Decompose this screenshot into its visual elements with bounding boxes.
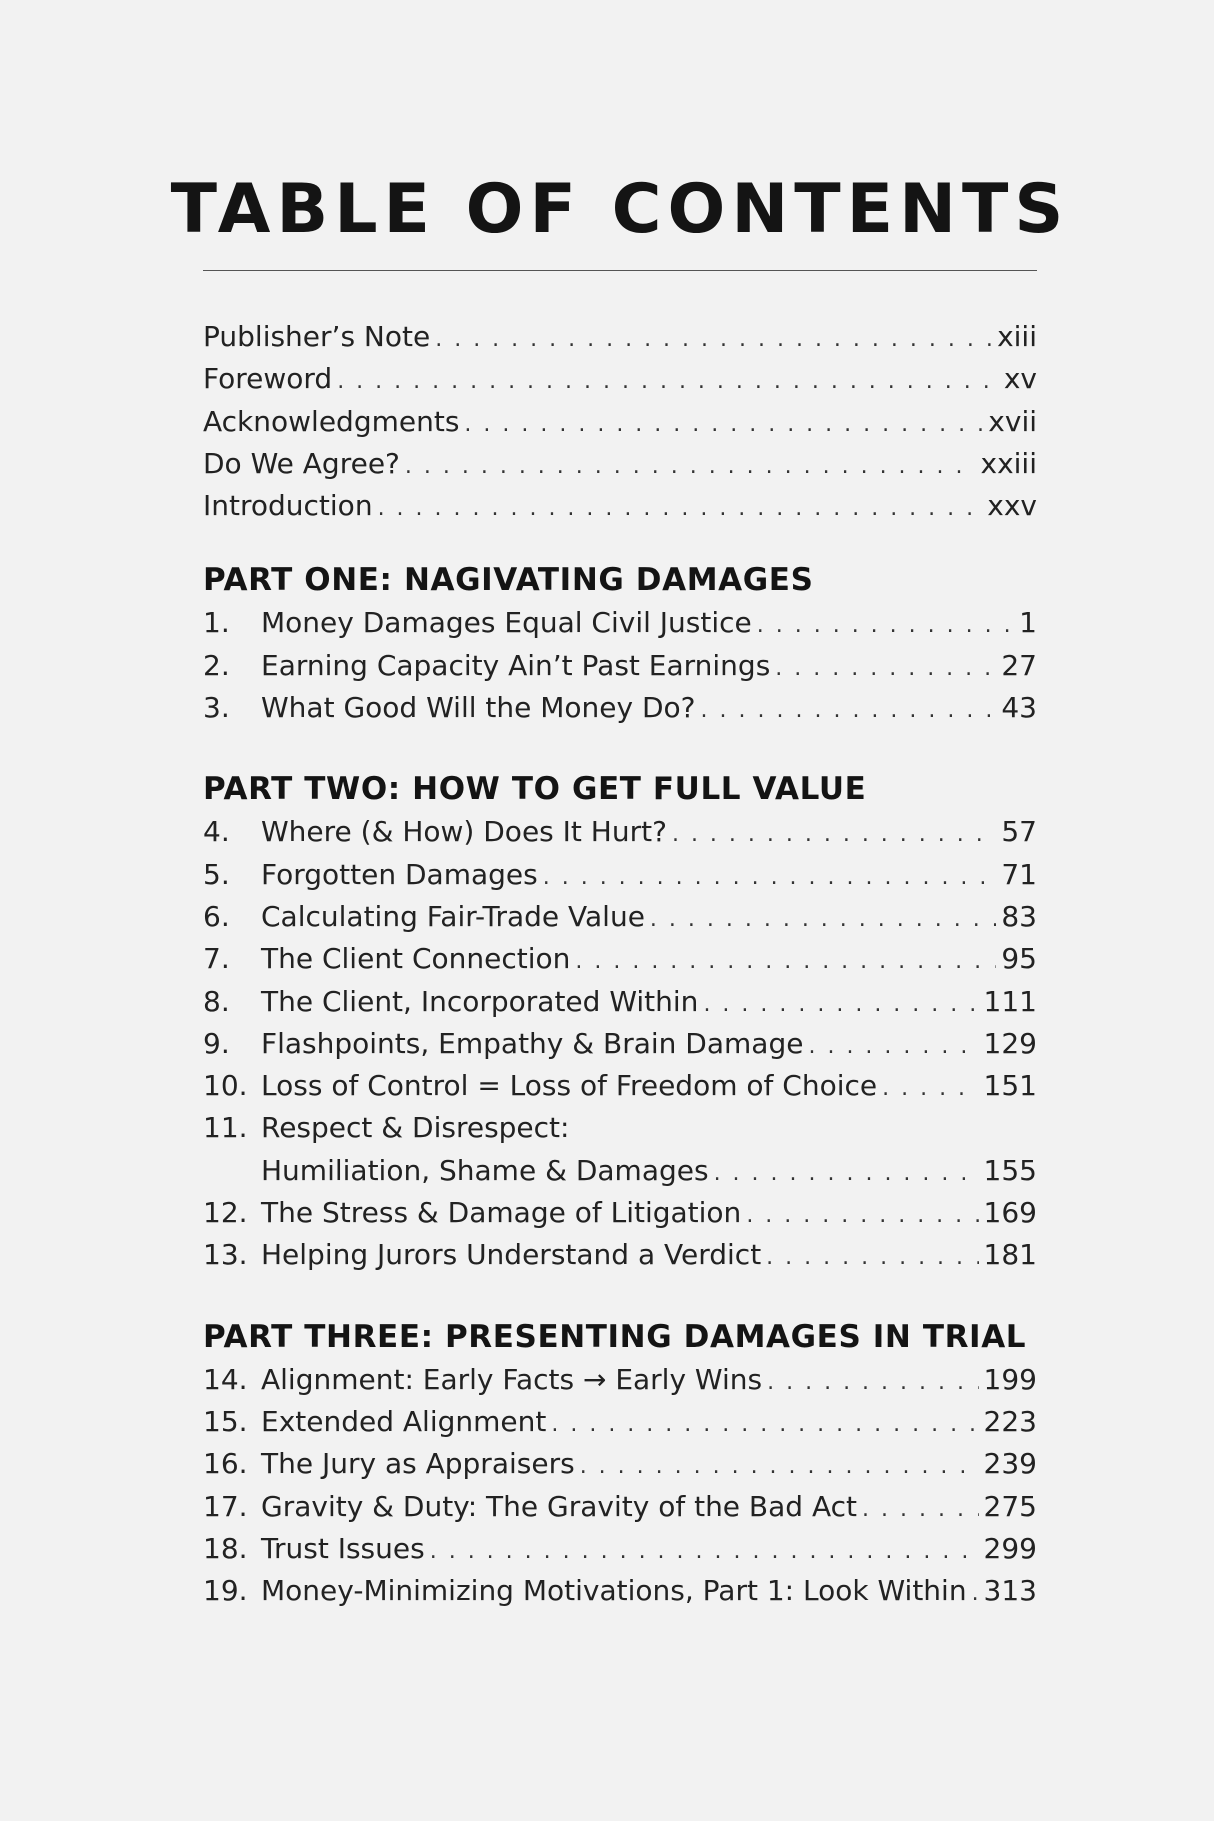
chapter-entry <box>203 1192 1037 1234</box>
toc-body <box>203 316 1037 1612</box>
chapter-entry <box>203 896 1037 938</box>
chapter-title: Helping Jurors Understand a Verdict <box>261 1238 762 1272</box>
part-heading: PART THREE: PRESENTING DAMAGES IN TRIAL <box>203 1318 1027 1355</box>
chapter-entry <box>203 1528 1037 1570</box>
chapter-number: 11. <box>203 1111 248 1145</box>
page-title: TABLE OF CONTENTS <box>170 170 1070 249</box>
dot-leader <box>714 1153 979 1195</box>
chapter-number: 19. <box>203 1574 248 1608</box>
dot-leader <box>405 446 976 488</box>
dot-leader <box>972 1573 979 1615</box>
chapter-number: 8. <box>203 984 230 1018</box>
chapter-number: 14. <box>203 1362 248 1396</box>
dot-leader <box>757 605 1014 647</box>
chapter-title: Trust Issues <box>261 1531 425 1565</box>
chapter-title: Alignment: Early Facts → Early Wins <box>261 1362 763 1396</box>
chapter-title: Money Damages Equal Civil Justice <box>261 606 752 640</box>
chapter-title: The Jury as Appraisers <box>261 1447 575 1481</box>
chapter-page: 27 <box>1001 648 1037 682</box>
chapter-page: 111 <box>983 984 1037 1018</box>
chapter-title: Money-Minimizing Motivations, Part 1: Look Within <box>261 1574 967 1608</box>
dot-leader <box>862 1489 979 1531</box>
chapter-page: 1 <box>1019 606 1037 640</box>
dot-leader <box>882 1068 978 1110</box>
dot-leader <box>766 1237 978 1279</box>
chapter-entry <box>203 1359 1037 1401</box>
dot-leader <box>543 857 997 899</box>
chapter-title: Respect & Disrespect: <box>261 1111 570 1145</box>
chapter-title: The Client Connection <box>261 942 571 976</box>
chapter-number: 2. <box>203 648 230 682</box>
chapter-entry <box>203 981 1037 1023</box>
chapter-entry <box>203 645 1037 687</box>
entry-label: Introduction <box>203 489 373 523</box>
chapter-entry-continued <box>203 1150 1037 1192</box>
entry-page: xxv <box>987 489 1037 523</box>
chapter-page: 95 <box>1001 942 1037 976</box>
chapter-page: 71 <box>1001 857 1037 891</box>
chapter-page: 57 <box>1001 815 1037 849</box>
entry-page: xiii <box>997 320 1037 353</box>
chapter-page: 155 <box>983 1153 1037 1187</box>
dot-leader <box>650 899 996 941</box>
dot-leader <box>435 319 992 361</box>
chapter-entry <box>203 1065 1037 1107</box>
chapter-page: 169 <box>983 1196 1037 1230</box>
chapter-number: 13. <box>203 1238 248 1272</box>
chapter-title: Where (& How) Does It Hurt? <box>261 815 667 849</box>
dot-leader <box>767 1362 978 1404</box>
chapter-page: 181 <box>983 1238 1037 1272</box>
part-heading: PART ONE: NAGIVATING DAMAGES <box>203 562 814 599</box>
dot-leader <box>378 488 983 530</box>
toc-entry <box>203 358 1037 400</box>
chapter-page: 239 <box>983 1447 1037 1481</box>
part-heading: PART TWO: HOW TO GET FULL VALUE <box>203 771 867 808</box>
dot-leader <box>551 1404 978 1446</box>
chapter-number: 10. <box>203 1069 248 1103</box>
chapter-title: Calculating Fair-Trade Value <box>261 899 645 933</box>
chapter-number: 4. <box>203 815 230 849</box>
entry-page: xxiii <box>980 446 1037 480</box>
dot-leader <box>808 1026 978 1068</box>
chapter-page: 151 <box>983 1069 1037 1103</box>
chapter-title: Loss of Control = Loss of Freedom of Choice <box>261 1069 878 1103</box>
chapter-number: 17. <box>203 1489 248 1523</box>
chapter-page: 275 <box>983 1489 1037 1523</box>
chapter-number: 9. <box>203 1026 230 1060</box>
dot-leader <box>575 941 996 983</box>
toc-entry <box>203 401 1037 443</box>
chapter-entry <box>203 1570 1037 1612</box>
chapter-page: 199 <box>983 1362 1037 1396</box>
chapter-page: 129 <box>983 1026 1037 1060</box>
chapter-title: Forgotten Damages <box>261 857 538 891</box>
chapter-title: Gravity & Duty: The Gravity of the Bad Act <box>261 1489 858 1523</box>
chapter-page: 223 <box>983 1404 1037 1438</box>
chapter-entry <box>203 854 1037 896</box>
dot-leader <box>703 984 978 1026</box>
chapter-entry <box>203 1443 1037 1485</box>
dot-leader <box>701 690 997 732</box>
chapter-number: 18. <box>203 1531 248 1565</box>
toc-entry <box>203 485 1037 527</box>
entry-page: xv <box>1003 362 1037 396</box>
entry-label: Foreword <box>203 362 333 396</box>
dot-leader <box>430 1531 979 1573</box>
chapter-number: 1. <box>203 606 230 640</box>
title-divider <box>203 270 1037 271</box>
chapter-page: 313 <box>983 1574 1037 1608</box>
chapter-entry <box>203 811 1037 853</box>
chapter-number: 12. <box>203 1196 248 1230</box>
toc-entry <box>203 316 1037 358</box>
chapter-entry <box>203 1023 1037 1065</box>
entry-label: Acknowledgments <box>203 404 460 438</box>
entry-page: xvii <box>988 404 1037 438</box>
chapter-number: 5. <box>203 857 230 891</box>
chapter-title: The Client, Incorporated Within <box>261 984 699 1018</box>
chapter-title: Earning Capacity Ain’t Past Earnings <box>261 648 771 682</box>
chapter-page: 299 <box>983 1531 1037 1565</box>
chapter-entry <box>203 1107 1037 1149</box>
chapter-entry <box>203 602 1037 644</box>
dot-leader <box>580 1446 979 1488</box>
dot-leader <box>464 404 983 446</box>
chapter-page: 83 <box>1001 899 1037 933</box>
dot-leader <box>337 361 999 403</box>
chapter-title: What Good Will the Money Do? <box>261 691 696 725</box>
chapter-title-line-2: Humiliation, Shame & Damages <box>261 1153 709 1187</box>
front-matter-list <box>203 316 1037 527</box>
chapter-entry <box>203 938 1037 980</box>
chapter-entry <box>203 1486 1037 1528</box>
entry-label: Do We Agree? <box>203 446 400 480</box>
toc-entry <box>203 443 1037 485</box>
chapter-number: 15. <box>203 1404 248 1438</box>
chapter-title: Extended Alignment <box>261 1404 547 1438</box>
chapter-number: 3. <box>203 691 230 725</box>
dot-leader <box>672 814 996 856</box>
chapter-entry <box>203 1401 1037 1443</box>
chapter-entry <box>203 687 1037 729</box>
chapter-title: Flashpoints, Empathy & Brain Damage <box>261 1026 804 1060</box>
dot-leader <box>746 1195 978 1237</box>
entry-label: Publisher’s Note <box>203 320 431 353</box>
chapter-page: 43 <box>1001 691 1037 725</box>
chapter-title: The Stress & Damage of Litigation <box>261 1196 742 1230</box>
chapter-entry <box>203 1234 1037 1276</box>
chapter-number: 7. <box>203 942 230 976</box>
dot-leader <box>775 648 996 690</box>
chapter-number: 6. <box>203 899 230 933</box>
chapter-number: 16. <box>203 1447 248 1481</box>
